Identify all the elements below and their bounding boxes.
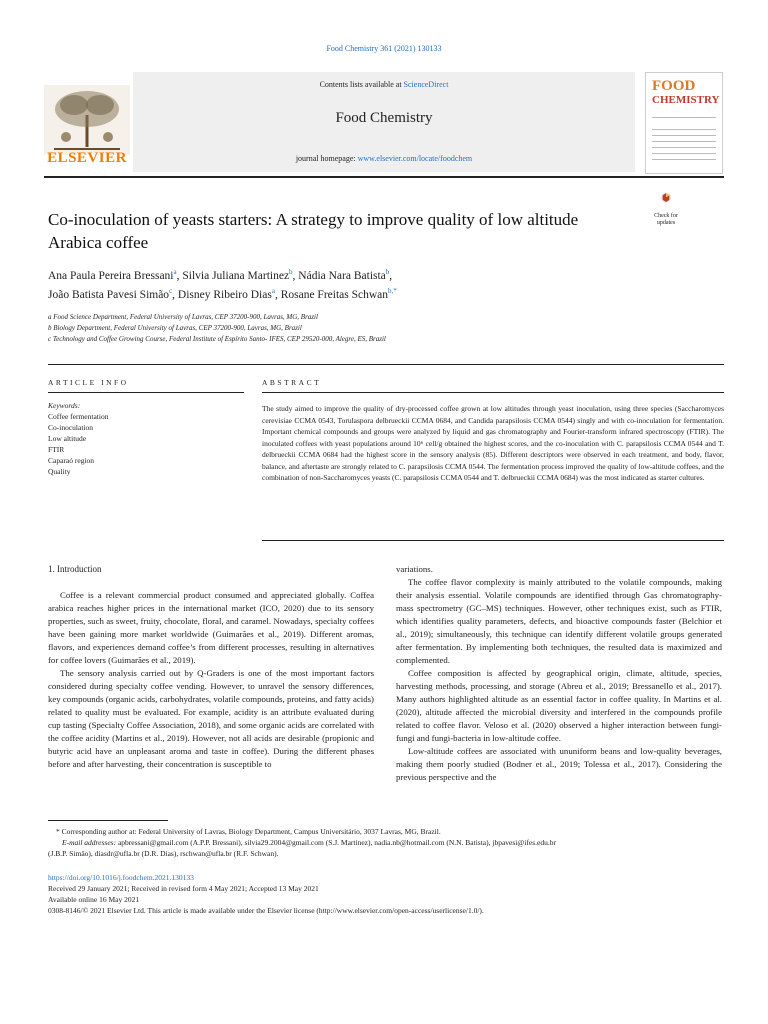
article-info-heading: ARTICLE INFO — [48, 378, 129, 387]
author-separator: , — [389, 269, 393, 282]
cover-line — [652, 135, 716, 136]
paragraph: Low-altitude coffees are associated with ununiform beans and low-quality beverages, making them poorly studied (Bodner et al., 2019; Tolessa et al., 2017). Considering the previous perspective and the — [396, 746, 722, 782]
check-updates-line1: Check for — [654, 213, 678, 219]
check-for-updates-label[interactable] — [640, 213, 692, 227]
corresponding-author-note: * Corresponding author at: Federal University of Lavras, Biology Department, Campus Universitário, 3037 Lavras, MG, Brazil. — [56, 827, 441, 836]
author-name[interactable]: , Silvia Juliana Martinez — [176, 269, 290, 282]
author-affiliation-mark[interactable]: a — [271, 287, 275, 295]
author-name[interactable]: Ana Paula Pereira Bressani — [48, 269, 174, 282]
author-affiliation-mark[interactable]: b,* — [388, 287, 397, 295]
cover-title-chemistry: CHEMISTRY — [652, 94, 720, 106]
check-for-updates-icon[interactable] — [648, 192, 684, 212]
homepage-prefix: journal homepage: — [295, 154, 356, 163]
available-online: Available online 16 May 2021 — [48, 895, 140, 904]
publisher-logo-text: ELSEVIER — [47, 150, 127, 166]
author-name[interactable]: , Rosane Freitas Schwan — [274, 288, 389, 301]
body-column-right — [396, 563, 722, 784]
keyword-item[interactable]: Quality — [48, 467, 71, 476]
keyword-item[interactable]: Co-inoculation — [48, 423, 93, 432]
footnote-divider — [48, 820, 168, 821]
author-affiliation-mark[interactable]: b — [289, 268, 293, 276]
author-name[interactable]: , Disney Ribeiro Dias — [172, 288, 272, 301]
cover-title-food: FOOD — [652, 78, 696, 94]
cover-line — [652, 153, 716, 154]
homepage-line — [133, 154, 635, 163]
keyword-item[interactable]: Caparaó region — [48, 456, 95, 465]
article-info-divider — [48, 392, 244, 393]
keyword-item[interactable]: Coffee fermentation — [48, 412, 109, 421]
author-name[interactable]: , Nádia Nara Batista — [292, 269, 386, 282]
authors-line-1 — [48, 268, 392, 282]
email-addresses-continued[interactable]: (J.B.P. Simão), diasdr@ufla.br (D.R. Dias), rschwan@ufla.br (R.F. Schwan). — [48, 849, 279, 858]
abstract-heading: ABSTRACT — [262, 378, 322, 387]
cover-line — [652, 147, 716, 148]
affiliation-b: b Biology Department, Federal University of Lavras, CEP 37200-900, Lavras, MG, Brazil — [48, 324, 302, 332]
paragraph: The sensory analysis carried out by Q-Graders is one of the most important factors considered during specialty coffee vending. However, to unravel the sensory differences, key compounds (organic acids, carbohydrates, volatile compounds, proteins, and fatty acids) related to quality must be evaluated. For example, acidity is an attribute evaluated during cup tasting (Specialty Coffee Association, 2018), and some organic acids are correlated with the coffee acidity (Martins et al., 2019). However, not all acids are desirable (propionic and butyric acid have an unpleasant aroma and taste in coffee). During the different phases before and after harvesting, their concentration is susceptible to — [48, 668, 374, 769]
paragraph: Coffee is a relevant commercial product consumed and appreciated globally. Coffea arabica reaches higher prices in the international market (ICO, 2020) due to its sensory properties, such as sweet, fruity, chocolate, floral, and caramel. Nowadays, specialty coffees have been gaining more market worldwide (Guimarães et al., 2019). Different aromas, flavors, and experiences demand coffee’s from different processes, resulting in alternatives for coffee lovers (Guimarães et al., 2019). — [48, 590, 374, 665]
sciencedirect-link[interactable]: ScienceDirect — [403, 80, 449, 89]
contents-line — [133, 80, 635, 89]
cover-line — [652, 129, 716, 130]
email-label: E-mail addresses: — [62, 838, 117, 847]
keywords-list — [48, 400, 108, 477]
article-title: Co-inoculation of yeasts starters: A strategy to improve quality of low altitude Arabica coffee — [48, 210, 579, 252]
keyword-item[interactable]: Low altitude — [48, 434, 87, 443]
affiliation-a: a Food Science Department, Federal University of Lavras, CEP 37200-900, Lavras, MG, Brazil — [48, 313, 318, 321]
paragraph-continuation: variations. — [396, 564, 433, 574]
author-affiliation-mark[interactable]: b — [385, 268, 390, 276]
introduction-heading: 1. Introduction — [48, 564, 102, 574]
keywords-label: Keywords: — [48, 401, 81, 410]
journal-cover-thumbnail[interactable] — [645, 72, 723, 174]
license-statement[interactable]: 0308-8146/© 2021 Elsevier Ltd. This article is made available under the Elsevier license (http://www.elsevier.com/open-access/userlicense/1.0/). — [48, 906, 484, 915]
abstract-end-divider — [262, 540, 724, 541]
journal-citation[interactable]: Food Chemistry 361 (2021) 130133 — [326, 44, 442, 53]
abstract-divider — [262, 392, 724, 393]
body-column-left — [48, 589, 374, 771]
paragraph: Coffee composition is affected by geographical origin, climate, altitude, species, harvesting methods, processing, and storage (Abreu et al., 2019; Bressanello et al., 2017). Many authors highlighted altitude as an essential factor in coffee quality. In Martins et al. (2020), altitude affected the microbial diversity and interfered in the compounds profile related to coffee flavor. Veloso et al. (2020) observed a higher interaction between fungi-fungi and fungi-bacteria in low-altitude coffee. — [396, 668, 722, 743]
author-name[interactable]: João Batista Pavesi Simão — [48, 288, 170, 301]
check-updates-line2: updates — [656, 220, 676, 226]
affiliation-c: c Technology and Coffee Growing Course, Federal Institute of Espírito Santo- IFES, CEP 29520-000, Alegre, ES, Brazil — [48, 335, 386, 343]
abstract-body: The study aimed to improve the quality of dry-processed coffee grown at low altitudes through yeast inoculation, using three species (Saccharomyces cerevisiae CCMA 0543, Torulaspora delbrueckii CCMA 0684, and Candida parapsilosis CCMA 0544) singly and with co-inoculation for fermentation. Important chemical compounds and groups were analyzed by liquid and gas chromatography and Fourier-transform infrared spectroscopy (FTIR). The inoculated coffees with yeast populations around 10⁶ cell/g obtained the highest scores, and the co-inoculation with C. parapsilosis CCMA 0544 and T. delbrueckii CCMA 0684 had the highest score in the sensory analysis (85). Different descriptors were observed in each treatment, and body, flavor, balance, and aftertaste are strongly related to C. parapsilosis CCMA 0544. The fermentation process improved the quality of low-altitude coffees, and the combination of non-Saccharomyces yeasts (C. parapsilosis CCMA 0544 and T. delbrueckii CCMA 0684) was the most indicated as starter cultures. — [262, 404, 724, 482]
author-affiliation-mark[interactable]: c — [169, 287, 173, 295]
email-addresses[interactable]: apbressani@gmail.com (A.P.P. Bressani), silvia29.2004@gmail.com (S.J. Martinez), nadia.nb@hotmail.com (N.N. Batista), jbpavesi@ifes.edu.br — [117, 838, 556, 847]
paragraph: The coffee flavor complexity is mainly attributed to the volatile compounds, making their analysis essential. Volatile compounds are identified through Gas chromatography-mass spectrometry (GC–MS) techniques. However, other techniques exist, such as FTIR, which identifies quality parameters, defects, and bioactive compounds faster (Belchior et al., 2019); simultaneously, this technique can identify different volatile groups generated after fermentation. By implementing both techniques, the resulted data is maximized and complemented. — [396, 577, 722, 665]
publication-info — [48, 872, 724, 916]
header-divider — [44, 176, 724, 178]
footnotes — [48, 826, 724, 859]
homepage-link[interactable]: www.elsevier.com/locate/foodchem — [357, 154, 473, 163]
cover-line — [652, 117, 716, 118]
cover-line — [652, 141, 716, 142]
journal-title: Food Chemistry — [335, 110, 433, 126]
author-affiliation-mark[interactable]: a — [173, 268, 177, 276]
contents-prefix: Contents lists available at — [319, 80, 402, 89]
received-dates: Received 29 January 2021; Received in revised form 4 May 2021; Accepted 13 May 2021 — [48, 884, 319, 893]
doi-link[interactable]: https://doi.org/10.1016/j.foodchem.2021.130133 — [48, 873, 194, 882]
authors-line-2 — [48, 287, 397, 301]
section-divider — [48, 364, 724, 365]
cover-line — [652, 159, 716, 160]
keyword-item[interactable]: FTIR — [48, 445, 65, 454]
